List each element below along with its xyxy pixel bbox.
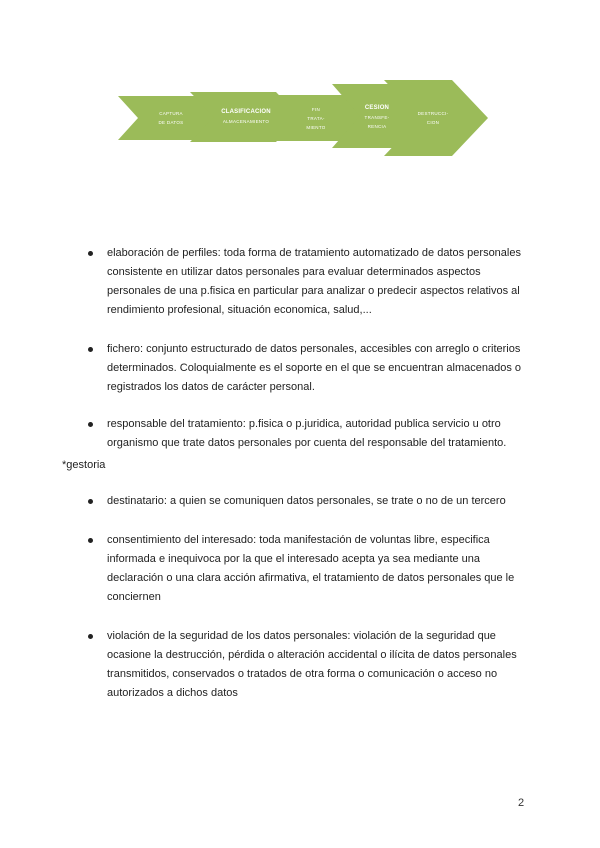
- list-item: [107, 244, 532, 320]
- list-item: [107, 492, 532, 511]
- item-text: responsable del tratamiento: p.fisica o p.juridica, autoridad publica servicio u otro organismo que trate datos personales por cuenta del responsable del tratamiento.: [107, 418, 507, 449]
- bullet-icon: [88, 634, 93, 639]
- bullet-icon: [88, 347, 93, 352]
- chevron-label-2: CLASIFICACION ALMACENAMIENTO: [221, 109, 271, 124]
- item-text: destinatario: a quien se comuniquen datos personales, se trate o no de un tercero: [107, 495, 506, 507]
- bullet-icon: [88, 499, 93, 504]
- list-item: [107, 340, 532, 397]
- item-text: elaboración de perfiles: toda forma de tratamiento automatizado de datos personales consistente en utilizar datos personales para evaluar determinados aspectos personales de una p.fisica en particular para analizar o predecir aspectos relativos al rendimiento profesional, situación economica, salud,...: [107, 247, 521, 316]
- page-number: 2: [518, 797, 525, 809]
- item-text: violación de la seguridad de los datos personales: violación de la seguridad que ocasione la destrucción, pérdida o alteración accidental o ilícita de datos personales transmitidos, conservados o tratados de otra forma o comunicación o acceso no autorizados a dichos datos: [107, 630, 517, 699]
- item-text: fichero: conjunto estructurado de datos personales, accesibles con arreglo o criterios determinados. Coloquialmente es el soporte en el que se encuentran almacenados o registrados los datos de carácter personal.: [107, 343, 521, 393]
- list-item: [107, 531, 532, 607]
- list-item: [107, 627, 532, 703]
- list-item: [107, 415, 532, 453]
- chevron-label-1: CAPTURA DE DATOS: [158, 111, 184, 125]
- bullet-icon: [88, 251, 93, 256]
- note-gestoria: *gestoria: [62, 459, 106, 471]
- item-text: consentimiento del interesado: toda manifestación de voluntas libre, especifica informada e inequivoca por la que el interesado acepta ya sea mediante una declaración o una clara acción afirmativa, el tratamiento de datos personales que le conciernen: [107, 534, 515, 603]
- chevron-label-3: FIN TRATA- MIENTO: [306, 106, 326, 130]
- bullet-icon: [88, 422, 93, 427]
- chevron-label-4: CESION TRANSFE- RENCIA: [364, 104, 390, 129]
- bullet-icon: [88, 538, 93, 543]
- chevron-label-5: DESTRUCCI- CION: [417, 111, 449, 125]
